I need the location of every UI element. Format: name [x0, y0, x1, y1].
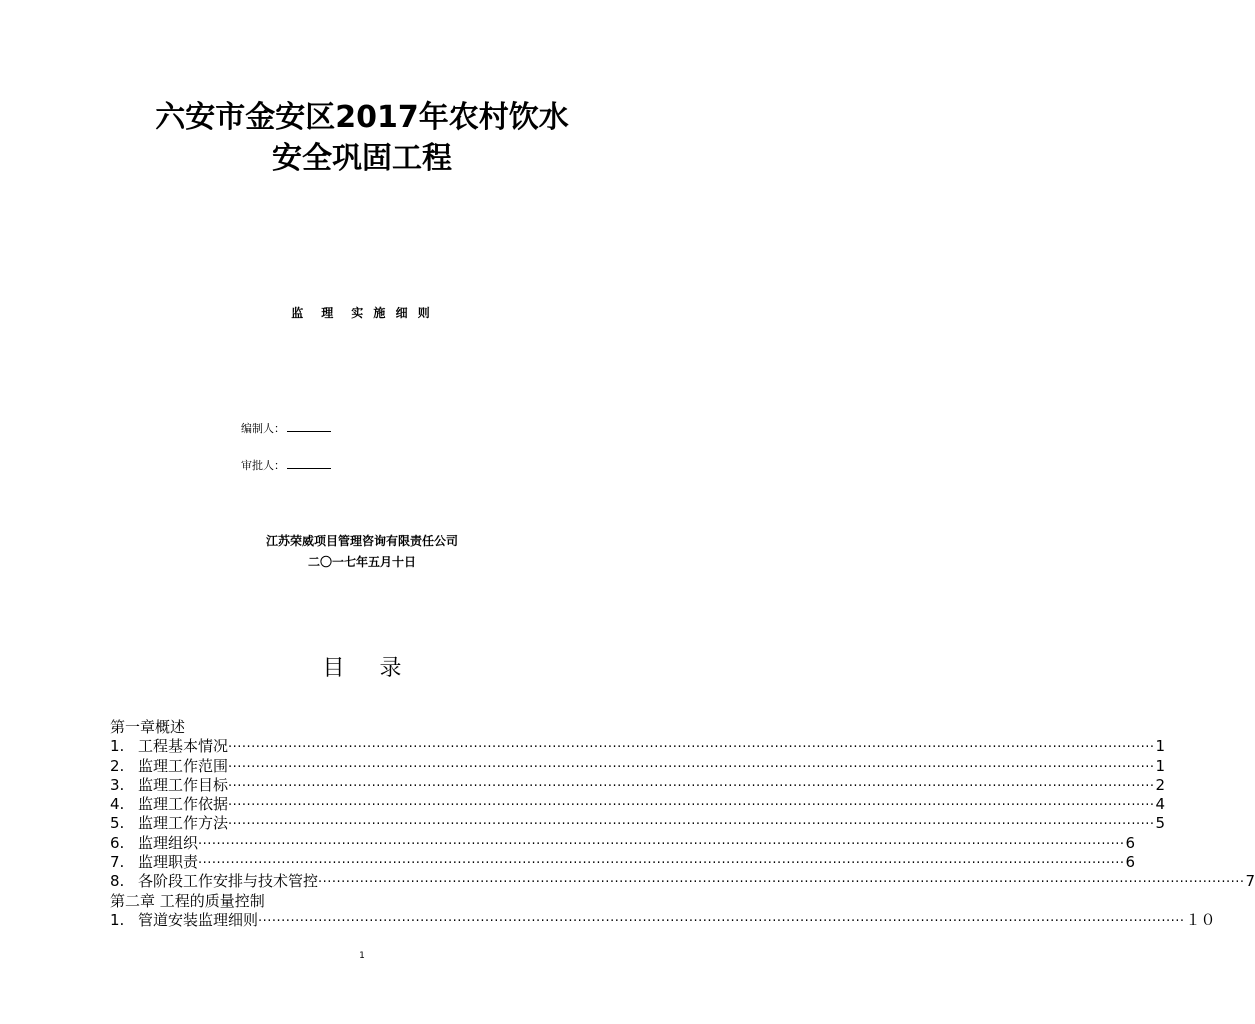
- toc-leader-dots: ········································································································································································································: [198, 856, 1125, 872]
- toc-entry-number: 8.: [110, 872, 125, 891]
- toc-entry-number: 4.: [110, 795, 125, 814]
- toc-entry[interactable]: [110, 718, 600, 737]
- toc-leader-dots: ········································································································································································································: [228, 778, 1155, 794]
- toc-entry-label: 监理工作依据: [138, 795, 229, 814]
- toc-entry-number: 5.: [110, 814, 125, 833]
- toc-entry[interactable]: [110, 775, 1166, 795]
- toc-leader-dots: ········································································································································································································: [228, 740, 1155, 756]
- toc-entry[interactable]: [110, 892, 600, 911]
- toc-entry[interactable]: [110, 814, 1166, 833]
- toc-entry-page: 6: [1125, 833, 1136, 852]
- approver-signature-field: [241, 457, 331, 473]
- toc-entry-label: 监理职责: [138, 853, 199, 872]
- toc-entry-number: 7.: [110, 853, 125, 872]
- approver-label: 审批人：: [241, 459, 285, 472]
- document-title-line-1: 六安市金安区2017年农村饮水: [155, 100, 569, 135]
- toc-entry-number: 1.: [110, 910, 125, 929]
- compiler-signature-line: [287, 422, 331, 432]
- toc-entry-label: 第一章概述: [110, 718, 186, 736]
- toc-entry-page: １０: [1185, 910, 1216, 929]
- toc-entry-number: 1.: [110, 737, 125, 756]
- document-date: 二〇一七年五月十日: [307, 555, 416, 569]
- document-subtitle: 监 理 实 施 细 则: [291, 306, 433, 320]
- toc-entry-label: 监理工作目标: [138, 775, 229, 794]
- toc-entry[interactable]: [110, 756, 1166, 776]
- toc-entry-label: 监理工作范围: [138, 756, 229, 775]
- document-title-line-2: 安全巩固工程: [272, 141, 452, 176]
- toc-entry-number: 3.: [110, 775, 125, 794]
- toc-entry[interactable]: [110, 853, 1136, 872]
- company-name: 江苏荣威项目管理咨询有限责任公司: [265, 534, 458, 548]
- toc-entry-label: 监理工作方法: [138, 814, 229, 833]
- toc-leader-dots: ········································································································································································································: [228, 798, 1155, 814]
- page-number: 1: [359, 951, 365, 961]
- toc-entry-page: 1: [1155, 737, 1166, 756]
- table-of-contents: [110, 718, 1255, 930]
- toc-title: 目 录: [322, 656, 416, 681]
- toc-leader-dots: ········································································································································································································: [198, 836, 1125, 852]
- toc-entry-label: 各阶段工作安排与技术管控: [138, 872, 319, 891]
- toc-entry-page: 4: [1155, 795, 1166, 814]
- toc-leader-dots: ········································································································································································································: [318, 875, 1245, 891]
- toc-entry[interactable]: [110, 795, 1166, 814]
- toc-entry[interactable]: [110, 833, 1136, 853]
- toc-entry-page: 1: [1155, 756, 1166, 775]
- compiler-label: 编制人：: [241, 422, 285, 435]
- toc-entry-page: 2: [1155, 775, 1166, 794]
- toc-entry-label: 监理组织: [138, 833, 199, 852]
- approver-signature-line: [287, 459, 331, 469]
- toc-entry[interactable]: [110, 910, 1216, 930]
- toc-entry-page: 5: [1155, 814, 1166, 833]
- toc-leader-dots: ········································································································································································································: [228, 759, 1155, 775]
- toc-entry-number: 2.: [110, 756, 125, 775]
- compiler-signature-field: [241, 420, 331, 436]
- toc-entry-label: 工程基本情况: [138, 737, 229, 756]
- toc-leader-dots: ········································································································································································································: [258, 913, 1185, 929]
- toc-entry[interactable]: [110, 872, 1255, 891]
- toc-entry-page: 6: [1125, 853, 1136, 872]
- toc-entry-page: 7: [1245, 872, 1255, 891]
- toc-entry-number: 6.: [110, 833, 125, 852]
- toc-entry-label: 第二章 工程的质量控制: [110, 891, 265, 910]
- toc-entry[interactable]: [110, 737, 1166, 756]
- toc-entry-label: 管道安装监理细则: [138, 910, 259, 929]
- toc-leader-dots: ········································································································································································································: [228, 817, 1155, 833]
